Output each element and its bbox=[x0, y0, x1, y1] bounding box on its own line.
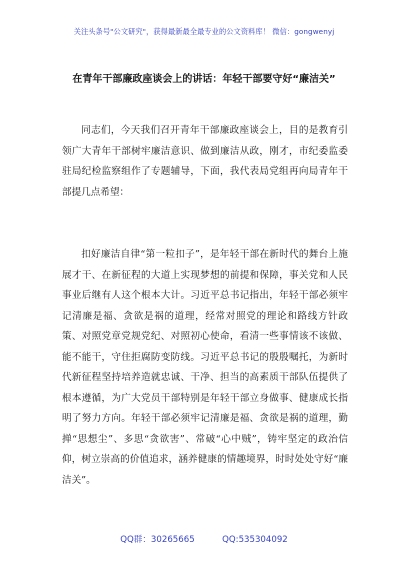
document-title: 在青年干部廉政座谈会上的讲话：年轻干部要守好“廉洁关” bbox=[72, 74, 336, 85]
page-footer bbox=[0, 533, 408, 545]
footer-qq-group: QQ群：30265665 bbox=[120, 535, 195, 545]
paragraph-1: 同志们，今天我们召开青年干部廉政座谈会上，目的是教育引领广大青年干部树牢廉洁意识、做到廉洁从政，刚才，市纪委监委驻局纪检监察组作了专题辅导，下面，我代表局党组再向局青年干部提几点希望： bbox=[62, 125, 348, 198]
paragraph-2: 扣好廉洁自律“第一粒扣子”，是年轻干部在新时代的舞台上施展才干、在新征程的大道上实现梦想的前提和保障，事关党和人民事业后继有人这个根本大计。习近平总书记指出，年轻干部必须牢记清廉是福、贪欲是祸的道理，经常对照党的理论和路线方针政策、对照党章党规党纪、对照初心使命，看清一些事情该不该做、能不能干，守住拒腐防变防线。习近平总书记的殷殷嘱托，为新时代新征程坚持培养造就忠诚、干净、担当的高素质干部队伍提供了根本遵循，为广大党员干部特别是年轻干部立身做事、健康成长指明了努力方向。年轻干部必须牢记清廉是福、贪欲是祸的道理，勤掸“思想尘”、多思“贪欲害”、常破“心中贼”，铸牢坚定的政治信仰，树立崇高的价值追求，涵养健康的情趣境界，时时处处守好“廉洁关”。 bbox=[62, 249, 348, 486]
top-banner: 关注头条号"公文研究"，获得最新最全最专业的公文资料库！ 微信：gongwenyj bbox=[73, 27, 335, 36]
footer-qq: QQ:535304092 bbox=[222, 535, 288, 545]
